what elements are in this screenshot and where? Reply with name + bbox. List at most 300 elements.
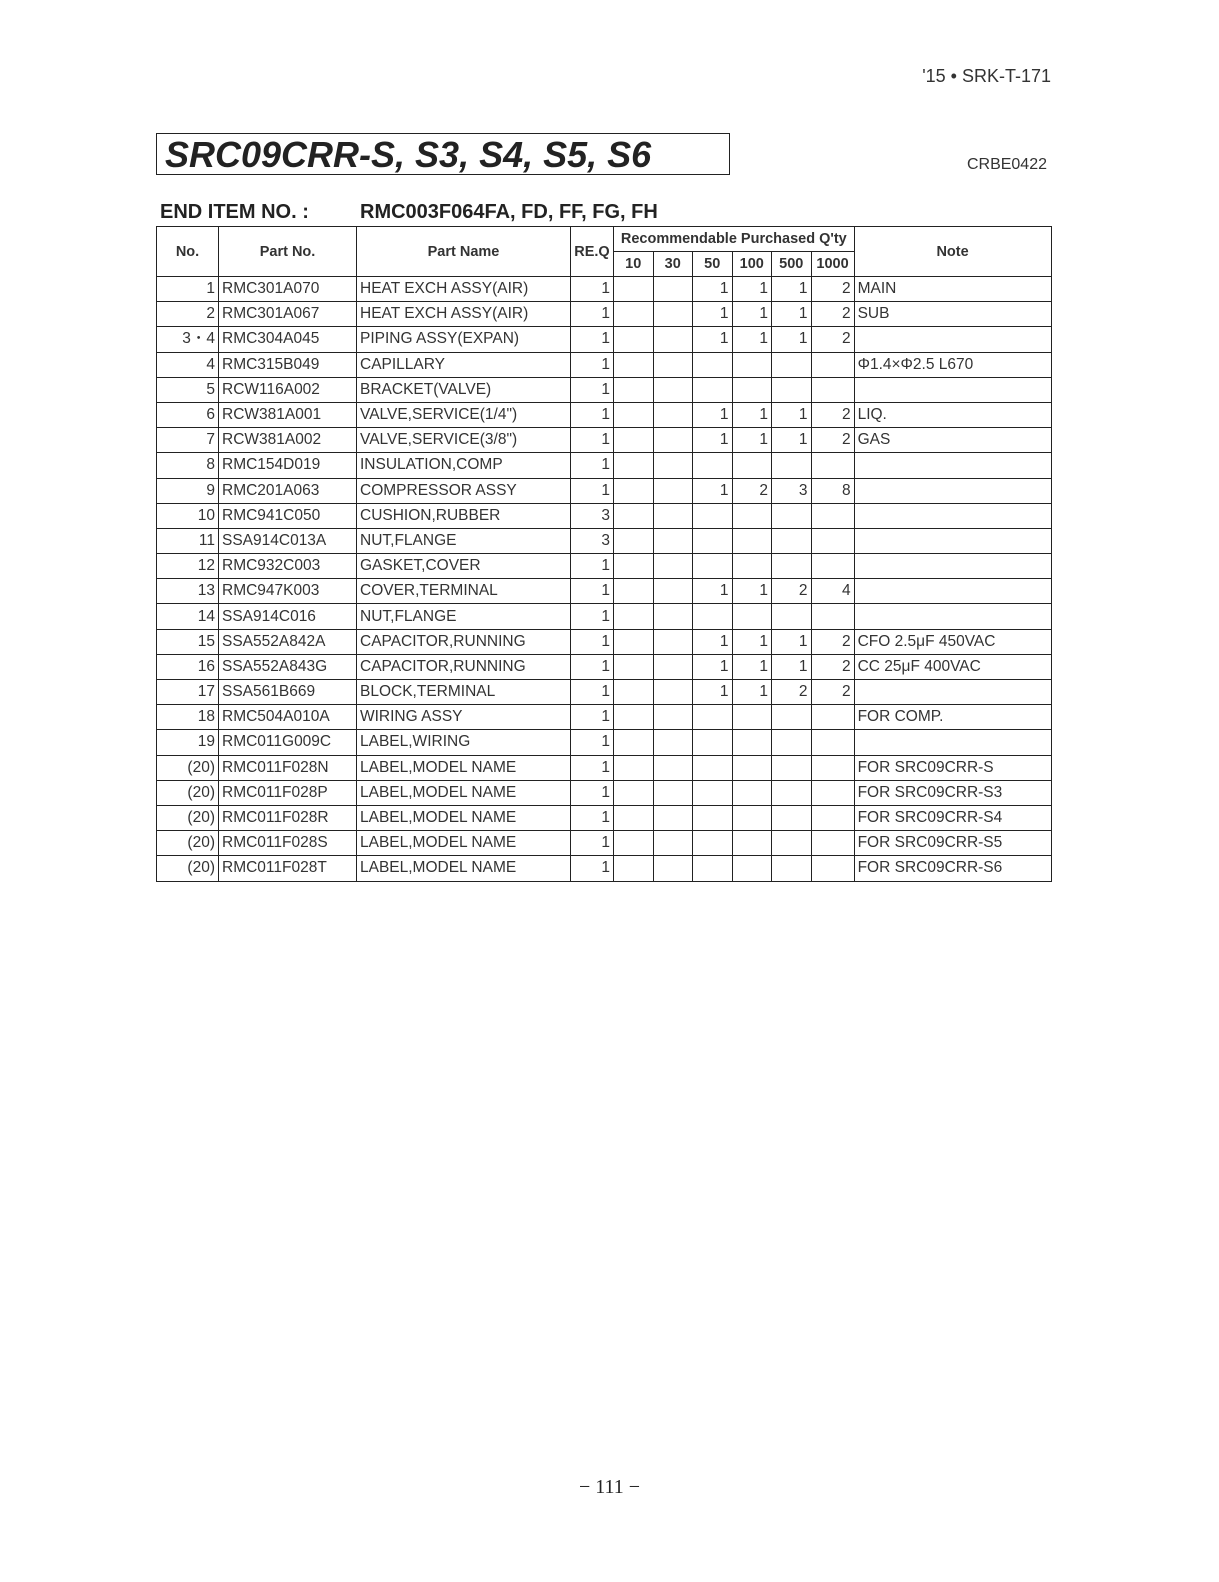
table-row <box>157 780 1052 805</box>
cell-qty-30 <box>653 579 693 604</box>
table-row <box>157 755 1052 780</box>
cell-part-name: LABEL,MODEL NAME <box>357 755 571 780</box>
cell-qty-10 <box>614 453 654 478</box>
cell-qty-500 <box>772 755 812 780</box>
table-row <box>157 503 1052 528</box>
cell-qty-1000 <box>811 528 854 553</box>
header-qty-30: 30 <box>653 252 693 277</box>
cell-qty-1000 <box>811 856 854 881</box>
cell-note <box>854 327 1051 352</box>
cell-part-no: RMC011F028T <box>219 856 357 881</box>
cell-part-name: CAPILLARY <box>357 352 571 377</box>
page-number: − 111 − <box>578 1476 641 1498</box>
cell-qty-50: 1 <box>693 629 733 654</box>
cell-req: 1 <box>571 805 614 830</box>
cell-qty-500 <box>772 503 812 528</box>
cell-part-no: RMC154D019 <box>219 453 357 478</box>
end-item-line <box>160 201 658 224</box>
cell-qty-10 <box>614 730 654 755</box>
cell-req: 1 <box>571 730 614 755</box>
cell-part-no: RMC011F028S <box>219 831 357 856</box>
cell-req: 3 <box>571 503 614 528</box>
cell-qty-10 <box>614 680 654 705</box>
cell-part-no: RMC011F028P <box>219 780 357 805</box>
cell-qty-100 <box>732 805 772 830</box>
table-row <box>157 377 1052 402</box>
cell-qty-50: 1 <box>693 327 733 352</box>
table-row <box>157 629 1052 654</box>
cell-part-name: BLOCK,TERMINAL <box>357 680 571 705</box>
header-qty-10: 10 <box>614 252 654 277</box>
table-row <box>157 528 1052 553</box>
header-no: No. <box>157 227 219 277</box>
cell-qty-50 <box>693 805 733 830</box>
cell-qty-500 <box>772 528 812 553</box>
cell-qty-50 <box>693 503 733 528</box>
cell-qty-500: 1 <box>772 402 812 427</box>
cell-qty-30 <box>653 805 693 830</box>
cell-qty-30 <box>653 755 693 780</box>
cell-qty-1000: 2 <box>811 277 854 302</box>
cell-qty-1000: 4 <box>811 579 854 604</box>
cell-qty-1000: 8 <box>811 478 854 503</box>
table-row <box>157 680 1052 705</box>
cell-part-no: RMC932C003 <box>219 554 357 579</box>
cell-qty-10 <box>614 277 654 302</box>
cell-note: CFO 2.5μF 450VAC <box>854 629 1051 654</box>
cell-qty-30 <box>653 428 693 453</box>
cell-req: 1 <box>571 680 614 705</box>
cell-note <box>854 604 1051 629</box>
cell-qty-50: 1 <box>693 302 733 327</box>
cell-qty-10 <box>614 579 654 604</box>
cell-note: LIQ. <box>854 402 1051 427</box>
cell-part-no: RMC304A045 <box>219 327 357 352</box>
cell-qty-100 <box>732 554 772 579</box>
cell-part-no: SSA914C013A <box>219 528 357 553</box>
table-row <box>157 654 1052 679</box>
cell-part-name: COMPRESSOR ASSY <box>357 478 571 503</box>
cell-note: FOR SRC09CRR-S5 <box>854 831 1051 856</box>
header-qty-500: 500 <box>772 252 812 277</box>
cell-req: 1 <box>571 402 614 427</box>
cell-qty-50: 1 <box>693 579 733 604</box>
cell-qty-50 <box>693 352 733 377</box>
cell-part-no: SSA552A843G <box>219 654 357 679</box>
cell-qty-30 <box>653 377 693 402</box>
cell-req: 1 <box>571 453 614 478</box>
cell-qty-10 <box>614 402 654 427</box>
cell-qty-10 <box>614 831 654 856</box>
cell-note: FOR SRC09CRR-S3 <box>854 780 1051 805</box>
cell-no: 3・4 <box>157 327 219 352</box>
cell-qty-1000 <box>811 503 854 528</box>
cell-note: GAS <box>854 428 1051 453</box>
cell-part-name: WIRING ASSY <box>357 705 571 730</box>
cell-part-name: HEAT EXCH ASSY(AIR) <box>357 277 571 302</box>
cell-qty-30 <box>653 654 693 679</box>
cell-qty-50: 1 <box>693 428 733 453</box>
cell-qty-500 <box>772 831 812 856</box>
table-row <box>157 730 1052 755</box>
cell-req: 1 <box>571 654 614 679</box>
cell-qty-100 <box>732 604 772 629</box>
cell-qty-30 <box>653 302 693 327</box>
cell-qty-10 <box>614 856 654 881</box>
cell-no: 16 <box>157 654 219 679</box>
cell-qty-1000: 2 <box>811 302 854 327</box>
table-row <box>157 554 1052 579</box>
cell-note: FOR COMP. <box>854 705 1051 730</box>
cell-no: 14 <box>157 604 219 629</box>
cell-qty-1000 <box>811 352 854 377</box>
cell-part-name: LABEL,MODEL NAME <box>357 856 571 881</box>
cell-qty-30 <box>653 831 693 856</box>
cell-qty-50 <box>693 856 733 881</box>
cell-req: 3 <box>571 528 614 553</box>
cell-no: 6 <box>157 402 219 427</box>
cell-qty-500 <box>772 453 812 478</box>
cell-qty-1000: 2 <box>811 428 854 453</box>
header-qty-50: 50 <box>693 252 733 277</box>
cell-part-no: SSA552A842A <box>219 629 357 654</box>
cell-qty-100: 1 <box>732 680 772 705</box>
cell-no: 8 <box>157 453 219 478</box>
cell-part-name: CAPACITOR,RUNNING <box>357 654 571 679</box>
cell-req: 1 <box>571 780 614 805</box>
cell-part-no: SSA561B669 <box>219 680 357 705</box>
cell-qty-30 <box>653 277 693 302</box>
cell-no: 17 <box>157 680 219 705</box>
cell-qty-500: 2 <box>772 579 812 604</box>
cell-qty-500 <box>772 352 812 377</box>
cell-qty-1000: 2 <box>811 327 854 352</box>
cell-qty-30 <box>653 402 693 427</box>
cell-note: CC 25μF 400VAC <box>854 654 1051 679</box>
table-row <box>157 327 1052 352</box>
header-part-no: Part No. <box>219 227 357 277</box>
cell-qty-100: 1 <box>732 579 772 604</box>
model-title-box <box>156 133 730 175</box>
cell-qty-30 <box>653 453 693 478</box>
cell-part-name: GASKET,COVER <box>357 554 571 579</box>
cell-note: FOR SRC09CRR-S6 <box>854 856 1051 881</box>
cell-qty-10 <box>614 705 654 730</box>
cell-qty-30 <box>653 528 693 553</box>
cell-qty-50 <box>693 705 733 730</box>
cell-no: 19 <box>157 730 219 755</box>
cell-req: 1 <box>571 705 614 730</box>
cell-qty-100: 1 <box>732 302 772 327</box>
table-row <box>157 352 1052 377</box>
cell-note <box>854 453 1051 478</box>
cell-req: 1 <box>571 428 614 453</box>
table-row <box>157 705 1052 730</box>
cell-part-no: RCW381A001 <box>219 402 357 427</box>
cell-no: 5 <box>157 377 219 402</box>
cell-qty-500: 2 <box>772 680 812 705</box>
cell-qty-1000 <box>811 705 854 730</box>
cell-qty-1000 <box>811 755 854 780</box>
cell-part-no: RCW381A002 <box>219 428 357 453</box>
cell-part-no: RMC941C050 <box>219 503 357 528</box>
cell-part-name: NUT,FLANGE <box>357 604 571 629</box>
cell-qty-10 <box>614 503 654 528</box>
cell-qty-10 <box>614 428 654 453</box>
cell-qty-50: 1 <box>693 277 733 302</box>
cell-qty-100 <box>732 377 772 402</box>
cell-qty-100 <box>732 528 772 553</box>
cell-qty-500: 1 <box>772 654 812 679</box>
cell-qty-1000 <box>811 730 854 755</box>
table-row <box>157 604 1052 629</box>
cell-qty-100: 1 <box>732 654 772 679</box>
cell-qty-100: 1 <box>732 629 772 654</box>
cell-qty-500: 1 <box>772 428 812 453</box>
cell-qty-10 <box>614 478 654 503</box>
cell-req: 1 <box>571 755 614 780</box>
cell-qty-500 <box>772 780 812 805</box>
cell-req: 1 <box>571 856 614 881</box>
cell-qty-10 <box>614 554 654 579</box>
cell-qty-100 <box>732 705 772 730</box>
cell-qty-500 <box>772 377 812 402</box>
cell-note: FOR SRC09CRR-S <box>854 755 1051 780</box>
cell-qty-10 <box>614 780 654 805</box>
cell-note <box>854 579 1051 604</box>
cell-qty-50 <box>693 755 733 780</box>
cell-qty-50 <box>693 453 733 478</box>
cell-qty-1000 <box>811 604 854 629</box>
cell-qty-100: 1 <box>732 327 772 352</box>
cell-qty-100: 1 <box>732 277 772 302</box>
cell-part-no: RCW116A002 <box>219 377 357 402</box>
catalog-code: CRBE0422 <box>966 156 1047 173</box>
cell-qty-10 <box>614 604 654 629</box>
cell-qty-10 <box>614 755 654 780</box>
table-row <box>157 856 1052 881</box>
cell-req: 1 <box>571 327 614 352</box>
cell-qty-50 <box>693 377 733 402</box>
table-row <box>157 302 1052 327</box>
cell-qty-50 <box>693 528 733 553</box>
cell-qty-50: 1 <box>693 680 733 705</box>
cell-no: 7 <box>157 428 219 453</box>
table-row <box>157 428 1052 453</box>
cell-qty-50: 1 <box>693 402 733 427</box>
cell-no: 18 <box>157 705 219 730</box>
cell-part-no: SSA914C016 <box>219 604 357 629</box>
cell-qty-30 <box>653 856 693 881</box>
cell-part-name: LABEL,MODEL NAME <box>357 780 571 805</box>
header-note: Note <box>854 227 1051 277</box>
cell-req: 1 <box>571 604 614 629</box>
model-title: SRC09CRR-S, S3, S4, S5, S6 <box>165 134 652 175</box>
cell-note: SUB <box>854 302 1051 327</box>
cell-qty-100: 2 <box>732 478 772 503</box>
cell-note <box>854 528 1051 553</box>
cell-note <box>854 478 1051 503</box>
cell-qty-500: 1 <box>772 302 812 327</box>
cell-part-name: VALVE,SERVICE(3/8") <box>357 428 571 453</box>
cell-qty-30 <box>653 780 693 805</box>
cell-note <box>854 680 1051 705</box>
cell-no: (20) <box>157 831 219 856</box>
cell-note <box>854 503 1051 528</box>
cell-qty-500 <box>772 856 812 881</box>
cell-no: 1 <box>157 277 219 302</box>
cell-qty-1000: 2 <box>811 654 854 679</box>
cell-qty-30 <box>653 680 693 705</box>
cell-qty-100: 1 <box>732 428 772 453</box>
cell-qty-50 <box>693 780 733 805</box>
table-row <box>157 805 1052 830</box>
cell-qty-30 <box>653 352 693 377</box>
cell-part-no: RMC947K003 <box>219 579 357 604</box>
end-item-label: END ITEM NO. : <box>160 201 309 223</box>
cell-qty-500 <box>772 730 812 755</box>
cell-note <box>854 554 1051 579</box>
cell-part-no: RMC011F028N <box>219 755 357 780</box>
cell-no: 9 <box>157 478 219 503</box>
cell-qty-100 <box>732 856 772 881</box>
cell-req: 1 <box>571 302 614 327</box>
cell-qty-30 <box>653 478 693 503</box>
cell-part-name: BRACKET(VALVE) <box>357 377 571 402</box>
parts-table-body <box>157 277 1052 882</box>
cell-part-name: NUT,FLANGE <box>357 528 571 553</box>
cell-qty-500 <box>772 705 812 730</box>
cell-no: (20) <box>157 755 219 780</box>
cell-qty-10 <box>614 629 654 654</box>
cell-part-no: RMC301A067 <box>219 302 357 327</box>
cell-req: 1 <box>571 831 614 856</box>
table-row <box>157 831 1052 856</box>
cell-part-name: PIPING ASSY(EXPAN) <box>357 327 571 352</box>
header-row-top <box>157 227 1052 252</box>
cell-qty-100 <box>732 503 772 528</box>
cell-qty-30 <box>653 503 693 528</box>
cell-qty-50 <box>693 604 733 629</box>
cell-qty-30 <box>653 604 693 629</box>
cell-qty-500 <box>772 604 812 629</box>
cell-no: 11 <box>157 528 219 553</box>
cell-qty-50 <box>693 730 733 755</box>
cell-no: 2 <box>157 302 219 327</box>
cell-part-name: HEAT EXCH ASSY(AIR) <box>357 302 571 327</box>
cell-qty-100 <box>732 352 772 377</box>
cell-qty-50 <box>693 554 733 579</box>
cell-no: (20) <box>157 805 219 830</box>
cell-req: 1 <box>571 377 614 402</box>
cell-qty-500 <box>772 805 812 830</box>
cell-part-name: LABEL,WIRING <box>357 730 571 755</box>
cell-note <box>854 730 1051 755</box>
end-item-value: RMC003F064FA, FD, FF, FG, FH <box>360 201 658 223</box>
cell-qty-500: 1 <box>772 327 812 352</box>
table-row <box>157 402 1052 427</box>
cell-part-name: COVER,TERMINAL <box>357 579 571 604</box>
cell-qty-10 <box>614 805 654 830</box>
cell-no: 12 <box>157 554 219 579</box>
cell-qty-30 <box>653 629 693 654</box>
cell-no: (20) <box>157 780 219 805</box>
cell-part-name: CUSHION,RUBBER <box>357 503 571 528</box>
cell-qty-10 <box>614 377 654 402</box>
table-row <box>157 579 1052 604</box>
header-qty-100: 100 <box>732 252 772 277</box>
cell-part-no: RMC504A010A <box>219 705 357 730</box>
cell-qty-1000: 2 <box>811 629 854 654</box>
header-qty-1000: 1000 <box>811 252 854 277</box>
cell-qty-100 <box>732 453 772 478</box>
cell-no: 15 <box>157 629 219 654</box>
cell-req: 1 <box>571 629 614 654</box>
cell-qty-500 <box>772 554 812 579</box>
cell-qty-30 <box>653 554 693 579</box>
table-row <box>157 453 1052 478</box>
cell-qty-1000 <box>811 554 854 579</box>
cell-qty-100 <box>732 780 772 805</box>
cell-no: 10 <box>157 503 219 528</box>
cell-note: Φ1.4×Φ2.5 L670 <box>854 352 1051 377</box>
cell-part-no: RMC301A070 <box>219 277 357 302</box>
cell-qty-500: 3 <box>772 478 812 503</box>
header-recommendable-qty: Recommendable Purchased Q'ty <box>614 227 855 252</box>
cell-qty-50: 1 <box>693 654 733 679</box>
cell-qty-100 <box>732 730 772 755</box>
cell-no: 4 <box>157 352 219 377</box>
doc-reference: '15 • SRK-T-171 <box>922 66 1051 86</box>
cell-note <box>854 377 1051 402</box>
cell-req: 1 <box>571 277 614 302</box>
cell-part-name: LABEL,MODEL NAME <box>357 831 571 856</box>
cell-qty-100 <box>732 755 772 780</box>
cell-qty-50: 1 <box>693 478 733 503</box>
cell-req: 1 <box>571 554 614 579</box>
cell-note: MAIN <box>854 277 1051 302</box>
cell-part-no: RMC315B049 <box>219 352 357 377</box>
cell-qty-1000: 2 <box>811 680 854 705</box>
cell-no: (20) <box>157 856 219 881</box>
cell-part-name: INSULATION,COMP <box>357 453 571 478</box>
cell-qty-1000: 2 <box>811 402 854 427</box>
cell-qty-100 <box>732 831 772 856</box>
cell-part-name: VALVE,SERVICE(1/4") <box>357 402 571 427</box>
cell-part-no: RMC011F028R <box>219 805 357 830</box>
cell-no: 13 <box>157 579 219 604</box>
cell-part-name: LABEL,MODEL NAME <box>357 805 571 830</box>
cell-qty-1000 <box>811 805 854 830</box>
cell-part-no: RMC201A063 <box>219 478 357 503</box>
table-row <box>157 478 1052 503</box>
cell-req: 1 <box>571 579 614 604</box>
table-row <box>157 277 1052 302</box>
cell-part-no: RMC011G009C <box>219 730 357 755</box>
cell-qty-500: 1 <box>772 629 812 654</box>
cell-qty-1000 <box>811 377 854 402</box>
cell-req: 1 <box>571 478 614 503</box>
cell-qty-10 <box>614 654 654 679</box>
cell-note: FOR SRC09CRR-S4 <box>854 805 1051 830</box>
header-part-name: Part Name <box>357 227 571 277</box>
cell-qty-1000 <box>811 780 854 805</box>
cell-qty-1000 <box>811 453 854 478</box>
cell-qty-10 <box>614 302 654 327</box>
cell-qty-30 <box>653 705 693 730</box>
cell-qty-100: 1 <box>732 402 772 427</box>
cell-qty-500: 1 <box>772 277 812 302</box>
